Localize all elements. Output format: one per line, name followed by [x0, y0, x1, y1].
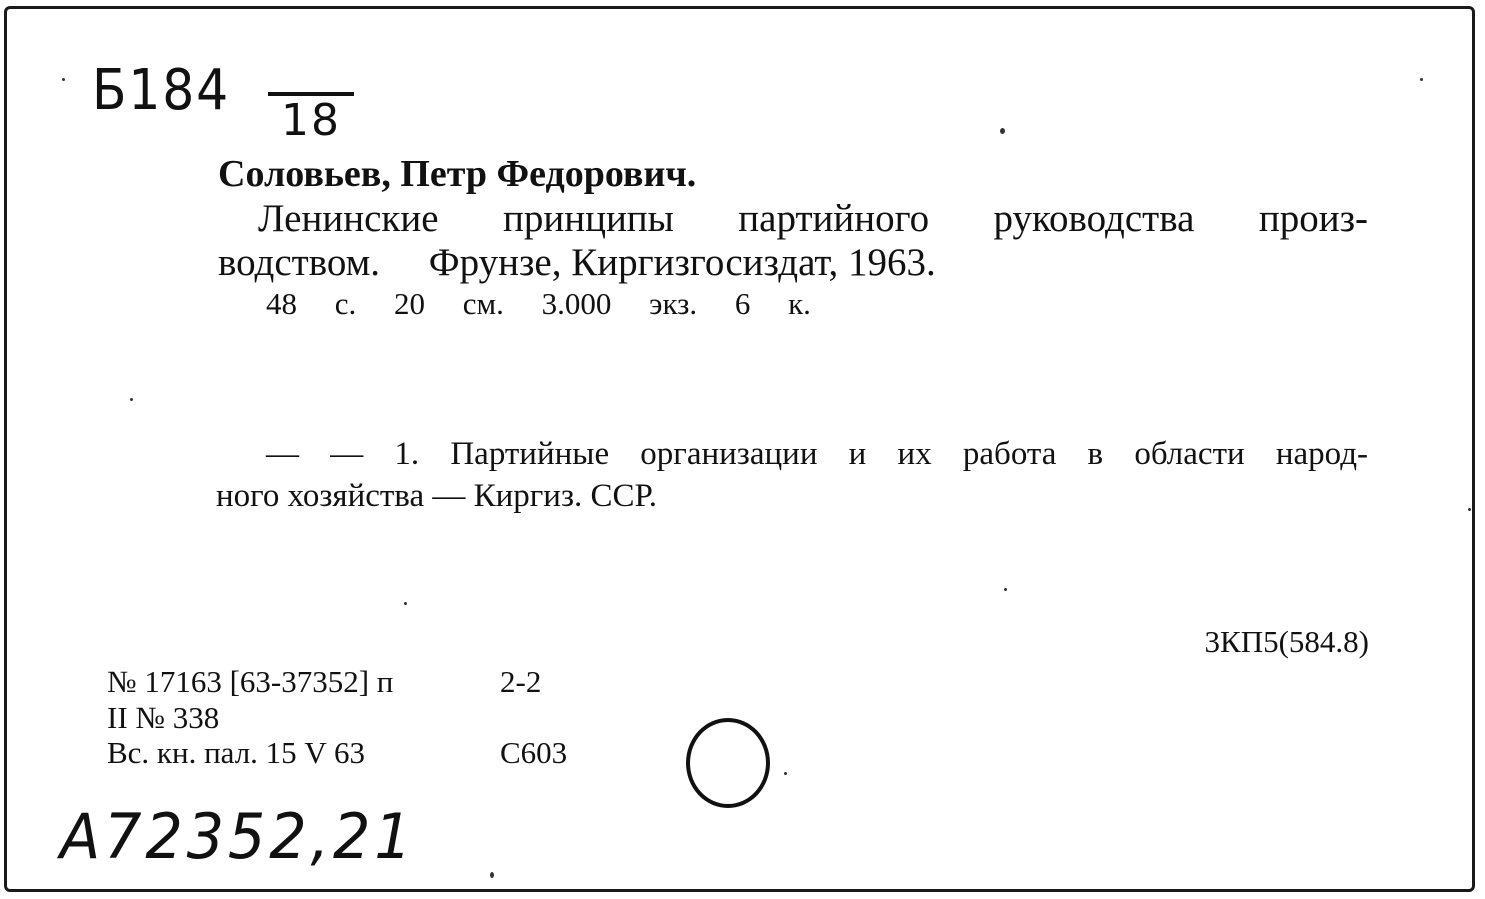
record-number-suffix: 2-2: [500, 664, 542, 699]
print-speck: [1000, 128, 1005, 134]
punch-hole: [686, 718, 770, 808]
record-number: № 17163 [63-37352] п: [107, 664, 394, 699]
title-line-2: водством. Фрунзе, Киргизгосиздат, 1963.: [218, 241, 936, 284]
print-speck: [1004, 588, 1007, 591]
print-speck: [62, 78, 65, 81]
print-speck: [1468, 508, 1471, 511]
book-chamber-stamp: Вс. кн. пал. 15 V 63: [107, 735, 366, 770]
print-speck: [130, 398, 133, 401]
physical-description: 48 с. 20 см. 3.000 экз. 6 к.: [266, 286, 811, 321]
subject-heading-line-1: — — 1. Партийные организации и их работа в области народ-: [266, 436, 1368, 472]
classification-mark: 3КП5(584.8): [1204, 624, 1369, 659]
title-line-1: Ленинские принципы партийного руководства произ-: [258, 197, 1368, 240]
shelf-mark-main: Б184: [92, 58, 230, 123]
shelf-mark-sub: 18: [268, 92, 354, 144]
print-speck: [404, 602, 407, 605]
subject-heading-line-2: ного хозяйства — Киргиз. ССР.: [216, 478, 658, 514]
author-heading: Соловьев, Петр Федорович.: [218, 153, 697, 195]
print-speck: [490, 872, 494, 878]
print-code: С603: [500, 735, 568, 770]
print-speck: [1420, 78, 1423, 81]
print-speck: [784, 772, 787, 775]
inventory-number: А72352,21: [60, 800, 416, 873]
series-number: II № 338: [107, 700, 220, 735]
